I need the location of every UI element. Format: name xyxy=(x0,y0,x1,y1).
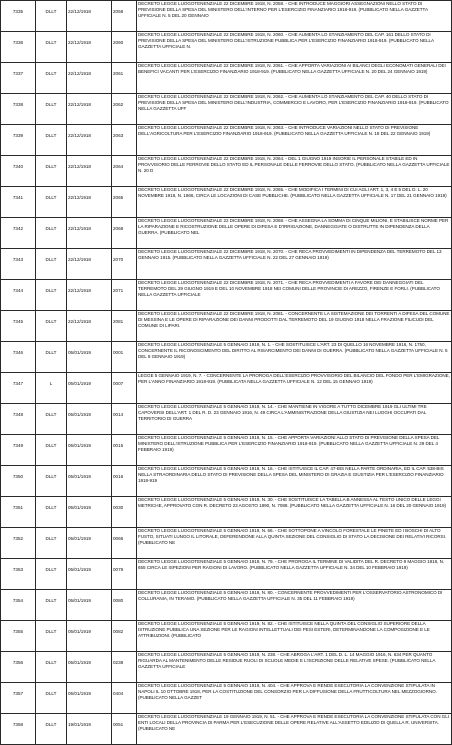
act-code-cell xyxy=(112,683,137,714)
act-code-cell xyxy=(112,249,137,280)
act-date: 22/12/1918 xyxy=(68,257,91,262)
act-description: DECRETO LEGGE LUOGOTENENZIALE 22 DICEMBRE 1918, N. 2081. - CONCERNENTE LA SISTEMAZIONE DEI TORRENTI A DIFESA DEL COMUNE DI MESSINA E LE OPERE DI RIPARAZIONE DEI DANNI PRODOTTI DAL TERREMOTO DEL 19 GIUGNO 1918 NELLA FRAZIONE FILICUDI DEL COMUNE DI LIPARI. xyxy=(138,311,450,328)
act-description-cell xyxy=(137,125,452,156)
table-row xyxy=(1,373,452,404)
act-type-cell xyxy=(36,342,67,373)
act-type: DLLT xyxy=(45,133,57,138)
act-type: DLLT xyxy=(45,350,57,355)
act-date: 05/01/1919 xyxy=(68,381,91,386)
act-type: DLLT xyxy=(45,536,57,541)
act-type-cell xyxy=(36,311,67,342)
act-date-cell xyxy=(67,94,112,125)
act-date-cell xyxy=(67,435,112,466)
row-number-cell xyxy=(1,249,36,280)
act-description-cell xyxy=(137,311,452,342)
act-code: 0001 xyxy=(113,350,124,355)
row-number: 7349 xyxy=(12,443,24,448)
act-code-cell xyxy=(112,125,137,156)
act-type-cell xyxy=(36,32,67,63)
row-number: 7343 xyxy=(12,257,24,262)
act-type-cell xyxy=(36,249,67,280)
act-type: DLLT xyxy=(45,443,57,448)
act-date-cell xyxy=(67,1,112,32)
act-code-cell xyxy=(112,714,137,745)
act-description: DECRETO LEGGE LUOGOTENENZIALE 22 DICEMBRE 1918, N. 2060. - CHE AUMENTA LO STANZIAMENTO DEL CAP. 161 DELLO STATO DI PREVISIONE DELLA SPESA DEL MINISTERO DELL'ISTRUZIONE PUBBLICA PER L'ESERCIZIO FINANZIARIO 1918-919. (PUBBLICATO NELLA GAZZETTA UFFICIALE N. xyxy=(138,32,434,49)
act-date-cell xyxy=(67,652,112,683)
act-description-cell xyxy=(137,559,452,590)
row-number-cell xyxy=(1,683,36,714)
row-number: 7348 xyxy=(12,412,24,417)
act-description: DECRETO LEGGE LUOGOTENENZIALE 5 GENNAIO 1919, N. 15. - CHE APPORTA VARIAZIONI ALLO STATO DI PREVISIONE DELLA SPESA DEL MINISTERO DELL'ISTRUZIONE PUBBLICA PER L'ESERCIZIO FINANZIARIO 1918-919. (PUBBLICATO NELLA GAZZETTA UFFICIALE N. 29 DEL 4 FEBBRAIO 1919) xyxy=(138,435,440,452)
act-date: 05/01/1919 xyxy=(68,691,91,696)
act-date: 22/12/1918 xyxy=(68,133,91,138)
act-description: DECRETO LEGGE LUOGOTENENZIALE 5 GENNAIO 1919, N. 79. - CHE PROROGA IL TERMINE DI VALIDITA DEL R. DECRETO 9 MAGGIO 1918, N. 655 CIRCA LE ISPEZIONI PER RAGIONI DI LAVORO. (PUBBLICATO NELLA GAZZETTA UFFICIALE N. 34 DEL 10 FEBBRAIO 1919) xyxy=(138,559,445,570)
table-row xyxy=(1,621,452,652)
row-number-cell xyxy=(1,32,36,63)
act-code-cell xyxy=(112,621,137,652)
row-number: 7347 xyxy=(12,381,24,386)
table-row xyxy=(1,714,452,745)
act-type: DLLT xyxy=(45,71,57,76)
act-date: 05/01/1919 xyxy=(68,350,91,355)
act-date-cell xyxy=(67,714,112,745)
row-number-cell xyxy=(1,714,36,745)
act-type: DLLT xyxy=(45,505,57,510)
act-description-cell xyxy=(137,1,452,32)
row-number: 7335 xyxy=(12,9,24,14)
act-description-cell xyxy=(137,528,452,559)
act-date-cell xyxy=(67,187,112,218)
act-date-cell xyxy=(67,466,112,497)
act-description: DECRETO LEGGE LUOGOTENENZIALE 5 GENNAIO 1919, N. 14. - CHE MANTIENE IN VIGORE A TUTTO DICEMBRE 1919 GLI ULTIMI TRE CAPOVERSI DELL'ART. 1 DEL R. D. 23 GENNAIO 1916, N. 49 CIRCA L'AMMINISTRAZIONE DELLA GIUSTIZIA NEI LUOGHI OCCUPATI DAL TERRITORIO DI GUERRA xyxy=(138,404,427,421)
act-description-cell xyxy=(137,652,452,683)
act-date: 22/12/1918 xyxy=(68,226,91,231)
act-type: DLLT xyxy=(45,164,57,169)
act-description-cell xyxy=(137,404,452,435)
act-code-cell xyxy=(112,32,137,63)
act-date: 05/01/1919 xyxy=(68,567,91,572)
act-type-cell xyxy=(36,125,67,156)
table-row xyxy=(1,94,452,125)
act-code: 0014 xyxy=(113,412,124,417)
act-type-cell xyxy=(36,156,67,187)
act-date-cell xyxy=(67,342,112,373)
act-type: DLLT xyxy=(45,195,57,200)
table-row xyxy=(1,466,452,497)
act-description-cell xyxy=(137,218,452,249)
act-type-cell xyxy=(36,683,67,714)
act-code-cell xyxy=(112,1,137,32)
act-type-cell xyxy=(36,404,67,435)
act-date-cell xyxy=(67,590,112,621)
act-description: LEGGE 5 GENNAIO 1919, N. 7. - CONCERNENTE LA PROROGA DELL'ESERCIZIO PROVVISORIO DEL BILANCIO DEL FONDO PER L'EMIGRAZIONE, PER L'ANNO FINANZIARIO 1918-919. (PUBBLICATA NELLA GAZZETTA UFFICIALE N. 12 DEL 15 GENNAIO 1919) xyxy=(138,373,450,384)
table-row xyxy=(1,404,452,435)
row-number: 7351 xyxy=(12,505,24,510)
table-row xyxy=(1,590,452,621)
act-code-cell xyxy=(112,156,137,187)
act-date-cell xyxy=(67,528,112,559)
act-description: DECRETO LEGGE LUOGOTENENZIALE 5 GENNAIO 1919, N. 1. - CHE SOSTITUISCE L'ART. 23 DI QUELLO 16 NOVEMBRE 1916, N. 1750, CONCERNENTE IL RICONOSCIMENTO DEL DIRITTO AL RISARCIMENTO DEI DANNI DI GUERRA. (PUBBLICATO NELLA GAZZETTA UFFICIALE N. 5 DEL 8 GENNAIO 1919) xyxy=(138,342,448,359)
act-code: 2062 xyxy=(113,102,124,107)
act-code-cell xyxy=(112,497,137,528)
act-type-cell xyxy=(36,63,67,94)
act-type-cell xyxy=(36,559,67,590)
act-type-cell xyxy=(36,218,67,249)
act-code: 2068 xyxy=(113,226,124,231)
act-code: 0016 xyxy=(113,474,124,479)
act-type: DLLT xyxy=(45,629,57,634)
act-date: 22/12/1918 xyxy=(68,9,91,14)
row-number-cell xyxy=(1,311,36,342)
table-row xyxy=(1,280,452,311)
act-date: 05/01/1919 xyxy=(68,443,91,448)
act-description-cell xyxy=(137,683,452,714)
act-date-cell xyxy=(67,125,112,156)
act-type: DLLT xyxy=(45,9,57,14)
act-date: 22/12/1918 xyxy=(68,195,91,200)
act-description: DECRETO LEGGE LUOGOTENENZIALE 5 GENNAIO 1919, N. 82. - CHE ISTITUISCE NELLA QUINTA DEL CONSIGLIO SUPERIORE DELLA ISTRUZIONE PUBBLICA UNA SEZIONE PER LE RAGIONI INTELLETTUALI DEI PESI ESTERI, DETERMINANDONE LA COMPOSIZIONE E LE ATTRIBUZIONI. (PUBBLICATO xyxy=(138,621,430,638)
act-description: DECRETO LEGGE LUOGOTENENZIALE 22 DICEMBRE 1918, N. 2065. - CHE MODIFICA I TERMINI DI CUI AGLI ART. 1, 3, 4 E 5 DEL D. L. 20 NOVEMBRE 1918, N. 1866, CIRCA LE LOCAZIONI DI CASE PUBBLICHE. (PUBBLICATO NELLA GAZZETTA UFFICIALE N. 17 DEL 21 GENNAIO 1919) xyxy=(138,187,447,198)
act-date: 22/12/1918 xyxy=(68,319,91,324)
row-number: 7340 xyxy=(12,164,24,169)
table-row xyxy=(1,528,452,559)
act-code: 2061 xyxy=(113,71,124,76)
row-number: 7344 xyxy=(12,288,24,293)
row-number: 7338 xyxy=(12,102,24,107)
table-row xyxy=(1,1,452,32)
act-description-cell xyxy=(137,249,452,280)
act-date: 05/01/1919 xyxy=(68,629,91,634)
register-body xyxy=(1,1,452,745)
act-date: 05/01/1919 xyxy=(68,660,91,665)
act-description-cell xyxy=(137,590,452,621)
act-type: DLLT xyxy=(45,40,57,45)
row-number-cell xyxy=(1,218,36,249)
act-code-cell xyxy=(112,652,137,683)
act-code-cell xyxy=(112,218,137,249)
act-date-cell xyxy=(67,497,112,528)
act-type: DLLT xyxy=(45,598,57,603)
act-description: DECRETO LEGGE LUOGOTENENZIALE 22 DICEMBRE 1918, N. 2071. - CHE RECA PROVVEDIMENTI A FAVORE DEI DANNEGGIATI DEL TERREMOTO DEL 29 GIUGNO 1919 E DEL 10 NOVEMBRE 1918 NEI COMUNI DELLE PROVINCIE DI AREZZO, FIRENZE E FORLI. (PUBBLICATO NELLA GAZZETTA UFFICIALE xyxy=(138,280,440,297)
act-code: 0007 xyxy=(113,381,124,386)
table-row xyxy=(1,342,452,373)
row-number: 7346 xyxy=(12,350,24,355)
act-description: DECRETO LEGGE LUOGOTENENZIALE 5 GENNAIO 1919, N. 30. - CHE SOSTITUISCE LA TABELLA B ANNESSA AL TESTO UNICO DELLE LEGGI METRICHE, APPROVATO CON R. DECRETO 23 AGOSTO 1890, N. 7088. (PUBBLICATO NELLA GAZZETTA UFFICIALE N. 16 DEL 20 GENNAIO 1919) xyxy=(138,497,447,508)
act-date-cell xyxy=(67,373,112,404)
act-code: 0404 xyxy=(113,691,124,696)
act-type: DLLT xyxy=(45,691,57,696)
table-row xyxy=(1,435,452,466)
row-number-cell xyxy=(1,590,36,621)
act-code-cell xyxy=(112,528,137,559)
act-type-cell xyxy=(36,187,67,218)
act-code: 2071 xyxy=(113,288,124,293)
act-date-cell xyxy=(67,559,112,590)
act-code-cell xyxy=(112,466,137,497)
act-type-cell xyxy=(36,280,67,311)
row-number-cell xyxy=(1,187,36,218)
act-description-cell xyxy=(137,94,452,125)
act-date: 05/01/1919 xyxy=(68,536,91,541)
act-description: DECRETO LEGGE LUOGOTENENZIALE 5 GENNAIO 1919, N. 16. - CHE ISTITUISCE IL CAP. 47-BIS NELLA PARTE ORDINARIA, ED IL CAP. 538-BIS NELLA STRAORDINARIA DELLO STATO DI PREVISIONE DELLA SPESA DEL MINISTERO DI GRAZIA E GIUSTIZIA PER L'ESERCIZIO FINANZIARIO 1918-919 xyxy=(138,466,444,483)
act-date: 05/01/1919 xyxy=(68,598,91,603)
row-number: 7339 xyxy=(12,133,24,138)
act-type: DLLT xyxy=(45,567,57,572)
row-number: 7341 xyxy=(12,195,24,200)
row-number-cell xyxy=(1,621,36,652)
act-type: DLLT xyxy=(45,102,57,107)
act-type-cell xyxy=(36,528,67,559)
row-number-cell xyxy=(1,156,36,187)
act-description: DECRETO LEGGE LUOGOTENENZIALE 22 DICEMBRE 1918, N. 2068. - CHE ASSEGNA LA SOMMA DI CINQUE MILIONI, E STABILISCE NORME PER LA RIPARAZIONE E RICOSTRUZIONE DELLE OPERE DI DIFESA E D'IRRIGAZIONE, DANNEGGIATE O DISTRUTTE IN DIPENDENZA DELLA GUERRA. (PUBBLICATO NEL xyxy=(138,218,449,235)
row-number-cell xyxy=(1,466,36,497)
act-code-cell xyxy=(112,280,137,311)
act-code: 0030 xyxy=(113,505,124,510)
act-code: 0079 xyxy=(113,567,124,572)
act-date-cell xyxy=(67,249,112,280)
act-description-cell xyxy=(137,32,452,63)
row-number-cell xyxy=(1,497,36,528)
row-number-cell xyxy=(1,125,36,156)
row-number: 7353 xyxy=(12,567,24,572)
act-date: 22/12/1918 xyxy=(68,164,91,169)
act-date: 22/12/1918 xyxy=(68,40,91,45)
act-date: 05/01/1919 xyxy=(68,412,91,417)
act-code: 2060 xyxy=(113,40,124,45)
act-description: DECRETO LEGGE LUOGOTENENZIALE 22 DICEMBRE 1918, N. 2061. - CHE APPORTA VARIAZIONI AI BILANCI DEGLI ECONOMATI GENERALI DEI BENEFICI VACANTI PER L'ESERCIZIO FINANZIARIO 1918-919. (PUBBLICATO NELLA GAZZETTA UFFICIALE N. 20 DEL 24 GENNAIO 1919) xyxy=(138,63,446,74)
act-code: 0082 xyxy=(113,629,124,634)
act-description-cell xyxy=(137,280,452,311)
act-date-cell xyxy=(67,156,112,187)
act-description: DECRETO LEGGE LUOGOTENENZIALE 5 GENNAIO 1919, N. 238. - CHE ABROGA L'ART. 1 DEL D. L. 14 MAGGIO 1916, N. 634 PER QUANTO RIGUARDA AL MANTENIMENTO DELLE RESIDUE RUOLI DI SCUOLE MEDIE E L'ISCRIZIONE DELLE RELATIVE SPESE. (PUBBLICATO NELLA GAZZETTA UFFICIALE xyxy=(138,652,436,669)
act-code-cell xyxy=(112,559,137,590)
row-number: 7345 xyxy=(12,319,24,324)
act-date-cell xyxy=(67,621,112,652)
act-code-cell xyxy=(112,311,137,342)
row-number-cell xyxy=(1,63,36,94)
row-number: 7354 xyxy=(12,598,24,603)
act-description: DECRETO LEGGE LUOGOTENENZIALE 22 DICEMBRE 1918, N. 2064. - DEL 1 GIUGNO 1919 INSORIE IL PERSONALE STABILE ED IN PROVVISORIO DELLE FERROVIE DELLO STATO ED IL PERSONALE DELLE FERROVIE DELLO STATO. (PUBBLICATO NELLA GAZZETTA UFFICIALE N. 20 D xyxy=(138,156,450,173)
act-type: DLLT xyxy=(45,412,57,417)
row-number-cell xyxy=(1,342,36,373)
act-date: 19/01/1919 xyxy=(68,722,91,727)
act-code-cell xyxy=(112,63,137,94)
act-description: DECRETO LEGGE LUOGOTENENZIALE 5 GENNAIO 1919, N. 66. - CHE SOTTOPONE A VINCOLO FORESTALE LE PINETE ED I BOSCHI DI ALTO FUSTO, SITUATI LUNGO IL LITORALE, DEFERENDONE ALLA QUINTA SEZIONE DEL CONSIGLIO DI STATO LA DECISIONE DEI RELATIVI RICORSI. (PUBBLICATO NE xyxy=(138,528,447,545)
row-number: 7342 xyxy=(12,226,24,231)
row-number-cell xyxy=(1,528,36,559)
row-number-cell xyxy=(1,435,36,466)
act-date-cell xyxy=(67,683,112,714)
act-description-cell xyxy=(137,714,452,745)
table-row xyxy=(1,63,452,94)
act-code: 2081 xyxy=(113,319,124,324)
table-row xyxy=(1,249,452,280)
act-code: 2065 xyxy=(113,195,124,200)
act-type: DLLT xyxy=(45,722,57,727)
table-row xyxy=(1,187,452,218)
act-description-cell xyxy=(137,187,452,218)
act-description-cell xyxy=(137,373,452,404)
act-type-cell xyxy=(36,1,67,32)
act-description: DECRETO LEGGE LUOGOTENENZIALE 22 DICEMBRE 1918, N. 2062. - CHE AUMENTA LO STANZIAMENTO DEL CAP. 40 DELLO STATO DI PREVISIONE DELLA SPESA DEL MINISTERO DELL'INDUSTRIA, COMMERCIO E LAVORO, PER L'ESERCIZIO FINANZIARIO 1918-919. (PUBBLICATO NELLA GAZZETTA UFF xyxy=(138,94,449,111)
row-number-cell xyxy=(1,280,36,311)
act-type-cell xyxy=(36,621,67,652)
act-code: 0238 xyxy=(113,660,124,665)
act-code-cell xyxy=(112,404,137,435)
act-date-cell xyxy=(67,311,112,342)
row-number: 7356 xyxy=(12,660,24,665)
act-type: DLLT xyxy=(45,474,57,479)
row-number: 7336 xyxy=(12,40,24,45)
act-description: DECRETO LEGGE LUOGOTENENZIALE 19 GENNAIO 1919, N. 51. - CHE APPROVA E RENDE ESECUTORIA LA CONVENZIONE STIPULATA CON GLI ENTI LOCALI DELLA PROVINCIA DI PARMA PER L'ESECUZIONE DELLE OPERE RELATIVE ALL'ASSETTO EDILIZIO DI QUELLA R. UNIVERSITA. (PUBBLICATO NE xyxy=(138,714,449,731)
act-code-cell xyxy=(112,342,137,373)
act-code-cell xyxy=(112,373,137,404)
act-type: DLLT xyxy=(45,319,57,324)
act-type-cell xyxy=(36,652,67,683)
row-number-cell xyxy=(1,94,36,125)
act-code-cell xyxy=(112,590,137,621)
act-date: 22/12/1918 xyxy=(68,102,91,107)
act-description-cell xyxy=(137,63,452,94)
table-row xyxy=(1,156,452,187)
act-code: 0080 xyxy=(113,598,124,603)
act-description-cell xyxy=(137,435,452,466)
act-type-cell xyxy=(36,590,67,621)
act-date: 22/12/1918 xyxy=(68,288,91,293)
act-date-cell xyxy=(67,404,112,435)
row-number: 7350 xyxy=(12,474,24,479)
act-description: DECRETO LEGGE LUOGOTENENZIALE 22 DICEMBRE 1918, N. 2070. - CHE RECA PROVVEDIMENTI IN DIPENDENZA DEL TERREMOTO DEL 13 GENNAIO 1915. (PUBBLICATO NELLA GAZZETTA UFFICIALE N. 22 DEL 27 GENNAIO 1919) xyxy=(138,249,442,260)
act-description: DECRETO LEGGE LUOGOTENENZIALE 5 GENNAIO 1919, N. 404. - CHE APPROVA E RENDE ESECUTORIA LA CONVENZIONE STIPULATA IN NAPOLI IL 10 OTTOBRE 1918, PER LA COSTITUZIONE DEL CONSORZIO PER LA DIFFUSIONE DELLA FRUTTICOLTURA NEL MEZZOGIORNO. (PUBBLICATO NELLA GAZZET xyxy=(138,683,437,700)
act-code: 2070 xyxy=(113,257,124,262)
act-type-cell xyxy=(36,714,67,745)
table-row xyxy=(1,311,452,342)
row-number-cell xyxy=(1,652,36,683)
act-date-cell xyxy=(67,280,112,311)
act-type-cell xyxy=(36,435,67,466)
table-row xyxy=(1,125,452,156)
row-number-cell xyxy=(1,404,36,435)
row-number-cell xyxy=(1,559,36,590)
row-number: 7337 xyxy=(12,71,24,76)
act-type: DLLT xyxy=(45,226,57,231)
row-number-cell xyxy=(1,1,36,32)
act-code: 0051 xyxy=(113,722,124,727)
act-code-cell xyxy=(112,187,137,218)
act-date-cell xyxy=(67,63,112,94)
act-type: DLLT xyxy=(45,288,57,293)
act-type-cell xyxy=(36,373,67,404)
act-code-cell xyxy=(112,435,137,466)
act-description-cell xyxy=(137,621,452,652)
row-number-cell xyxy=(1,373,36,404)
row-number: 7355 xyxy=(12,629,24,634)
act-date: 22/12/1918 xyxy=(68,71,91,76)
act-description-cell xyxy=(137,156,452,187)
table-row xyxy=(1,218,452,249)
act-type-cell xyxy=(36,497,67,528)
act-type: DLLT xyxy=(45,660,57,665)
row-number: 7352 xyxy=(12,536,24,541)
act-code: 2058 xyxy=(113,9,124,14)
act-date-cell xyxy=(67,218,112,249)
table-row xyxy=(1,559,452,590)
act-description-cell xyxy=(137,497,452,528)
act-code: 0066 xyxy=(113,536,124,541)
act-description: DECRETO LEGGE LUOGOTENENZIALE 22 DICEMBRE 1918, N. 2058. - CHE INTRODUCE MAGGIORI ASSEGNAZIONI NELLO STATO DI PREVISIONE DELLA SPESA DEL MINISTERO DELL'INTERNO PER L'ESERCIZIO FINANZIARIO 1918-919. (PUBBLICATO NELLA GAZZETTA UFFICIALE N. 5 DEL 20 GENNAIO xyxy=(138,1,428,18)
act-date-cell xyxy=(67,32,112,63)
table-row xyxy=(1,683,452,714)
act-code: 2064 xyxy=(113,164,124,169)
act-description-cell xyxy=(137,466,452,497)
act-type-cell xyxy=(36,466,67,497)
table-row xyxy=(1,652,452,683)
act-description-cell xyxy=(137,342,452,373)
act-date: 05/01/1919 xyxy=(68,505,91,510)
act-type: DLLT xyxy=(45,257,57,262)
act-date: 05/01/1919 xyxy=(68,474,91,479)
table-row xyxy=(1,497,452,528)
act-description: DECRETO LEGGE LUOGOTENENZIALE 5 GENNAIO 1919, N. 80. - CONCERNENTE PROVVEDIMENTI PER L'OSSERVATORIO ASTRONOMICO DI COLLURANIA, IN TERAMO. (PUBBLICATO NELLA GAZZETTA UFFICIALE N. 35 DEL 11 FEBBRAIO 1919) xyxy=(138,590,443,601)
table-row xyxy=(1,32,452,63)
act-description: DECRETO LEGGE LUOGOTENENZIALE 22 DICEMBRE 1918, N. 2063. - CHE INTRODUCE VARIAZIONI NELLO STATO DI PREVISIONE DELL'AGRICOLTURA PER L'ESERCIZIO FINANZIARIO 1918-919. (PUBBLICATO NELLA GAZZETTA UFFICIALE N. 18 DEL 22 GENNAIO 1919) xyxy=(138,125,431,136)
act-code: 2063 xyxy=(113,133,124,138)
act-type-cell xyxy=(36,94,67,125)
row-number: 7357 xyxy=(12,691,24,696)
act-code: 0015 xyxy=(113,443,124,448)
act-type: L xyxy=(49,381,53,386)
act-code-cell xyxy=(112,94,137,125)
row-number: 7358 xyxy=(12,722,24,727)
